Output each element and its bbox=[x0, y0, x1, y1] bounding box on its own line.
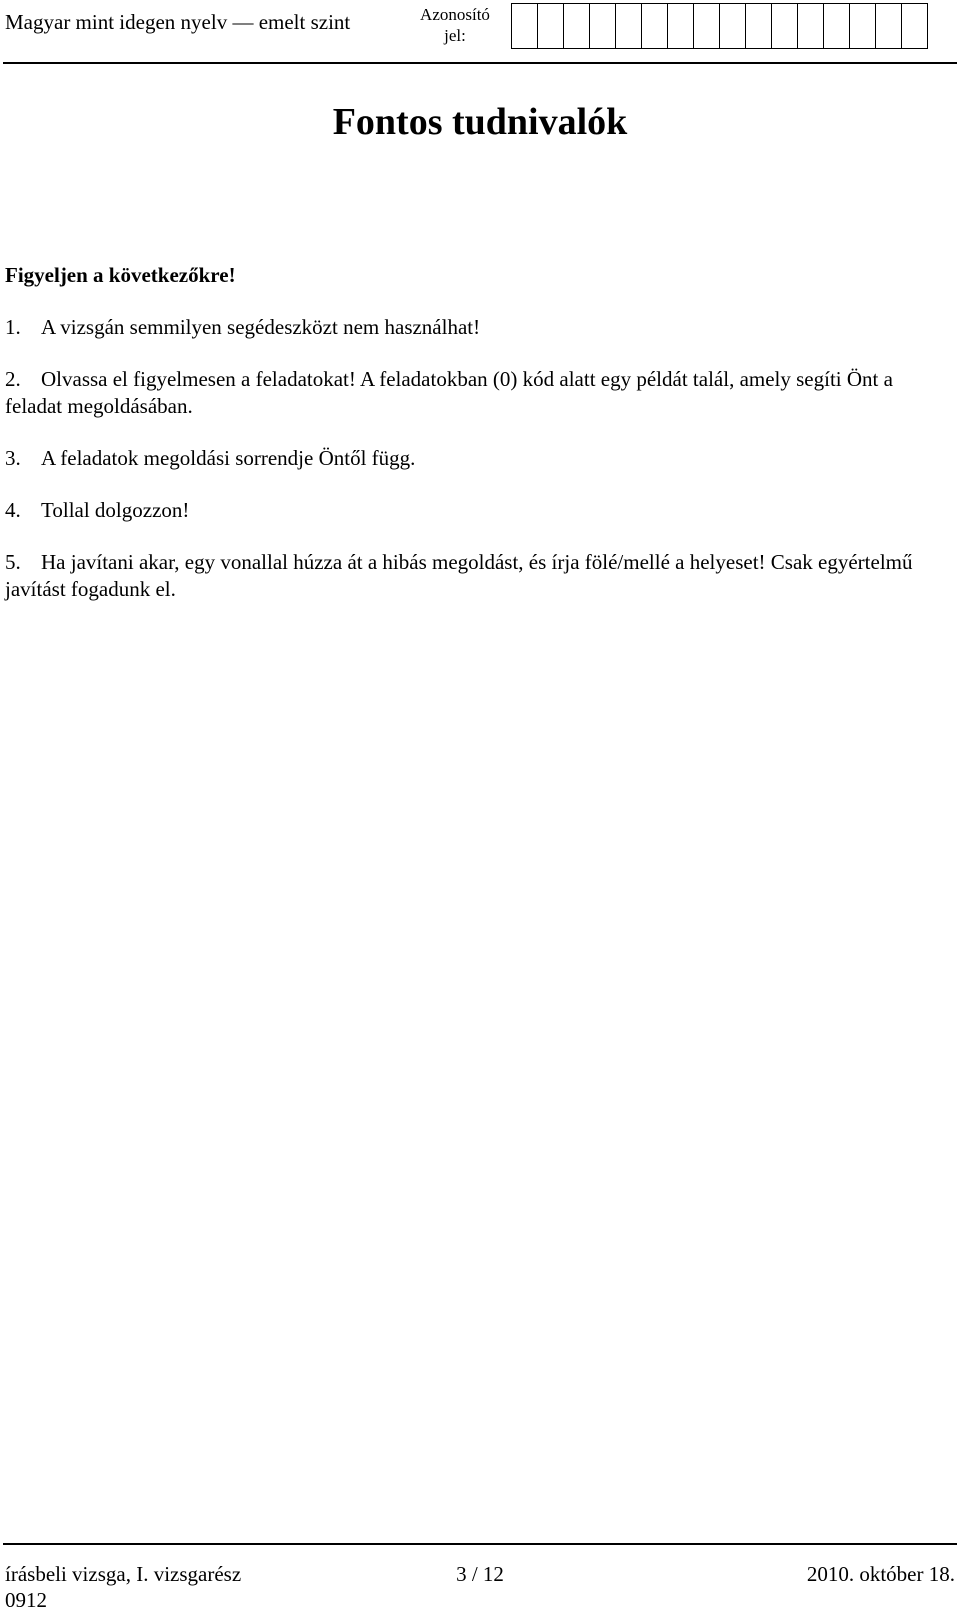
instructions-intro: Figyeljen a következőkre! bbox=[5, 263, 236, 287]
exam-date: 2010. október 18. bbox=[806, 1562, 955, 1586]
instruction-item-5 bbox=[5, 549, 955, 603]
instruction-item-1 bbox=[5, 314, 955, 341]
exam-part: írásbeli vizsga, I. vizsgarész bbox=[5, 1562, 242, 1586]
id-label bbox=[416, 4, 494, 46]
exam-title: Magyar mint idegen nyelv — emelt szint bbox=[5, 10, 351, 34]
id-code-box bbox=[615, 3, 642, 49]
page-number: 3 / 12 bbox=[456, 1562, 504, 1586]
id-code-box bbox=[641, 3, 668, 49]
page-title: Fontos tudnivalók bbox=[332, 101, 628, 143]
id-code-box bbox=[537, 3, 564, 49]
item-number: 2. bbox=[5, 367, 21, 391]
id-code-box bbox=[823, 3, 850, 49]
header-divider bbox=[3, 62, 957, 64]
item-text: A vizsgán semmilyen segédeszközt nem használhat! bbox=[41, 315, 481, 339]
item-number: 3. bbox=[5, 446, 21, 470]
id-code-box bbox=[875, 3, 902, 49]
id-code-boxes bbox=[511, 3, 928, 49]
id-code-box bbox=[719, 3, 746, 49]
id-code-box bbox=[511, 3, 538, 49]
item-text: A feladatok megoldási sorrendje Öntől függ. bbox=[41, 446, 416, 470]
exam-code: 0912 bbox=[5, 1588, 47, 1612]
instructions bbox=[5, 262, 955, 628]
id-code-box bbox=[745, 3, 772, 49]
item-number: 4. bbox=[5, 498, 21, 522]
id-label-line2: jel: bbox=[444, 26, 466, 45]
id-code-box bbox=[667, 3, 694, 49]
id-code-box bbox=[693, 3, 720, 49]
instruction-item-3 bbox=[5, 445, 955, 472]
id-code-box bbox=[849, 3, 876, 49]
item-text: Ha javítani akar, egy vonallal húzza át a hibás megoldást, és írja fölé/mellé a helyeset! Csak egyértelmű javítást fogadunk el. bbox=[5, 550, 913, 601]
instruction-item-4 bbox=[5, 497, 955, 524]
instruction-item-2 bbox=[5, 366, 955, 420]
id-code-box bbox=[797, 3, 824, 49]
id-code-box bbox=[589, 3, 616, 49]
id-code-box bbox=[771, 3, 798, 49]
footer-divider bbox=[3, 1543, 957, 1545]
item-text: Tollal dolgozzon! bbox=[41, 498, 190, 522]
id-label-line1: Azonosító bbox=[420, 5, 490, 24]
item-number: 1. bbox=[5, 315, 21, 339]
item-text: Olvassa el figyelmesen a feladatokat! A feladatokban (0) kód alatt egy példát talál, amely segíti Önt a feladat megoldásában. bbox=[5, 367, 893, 418]
page-header bbox=[0, 0, 960, 64]
id-code-box bbox=[563, 3, 590, 49]
item-number: 5. bbox=[5, 550, 21, 574]
id-code-box bbox=[901, 3, 928, 49]
